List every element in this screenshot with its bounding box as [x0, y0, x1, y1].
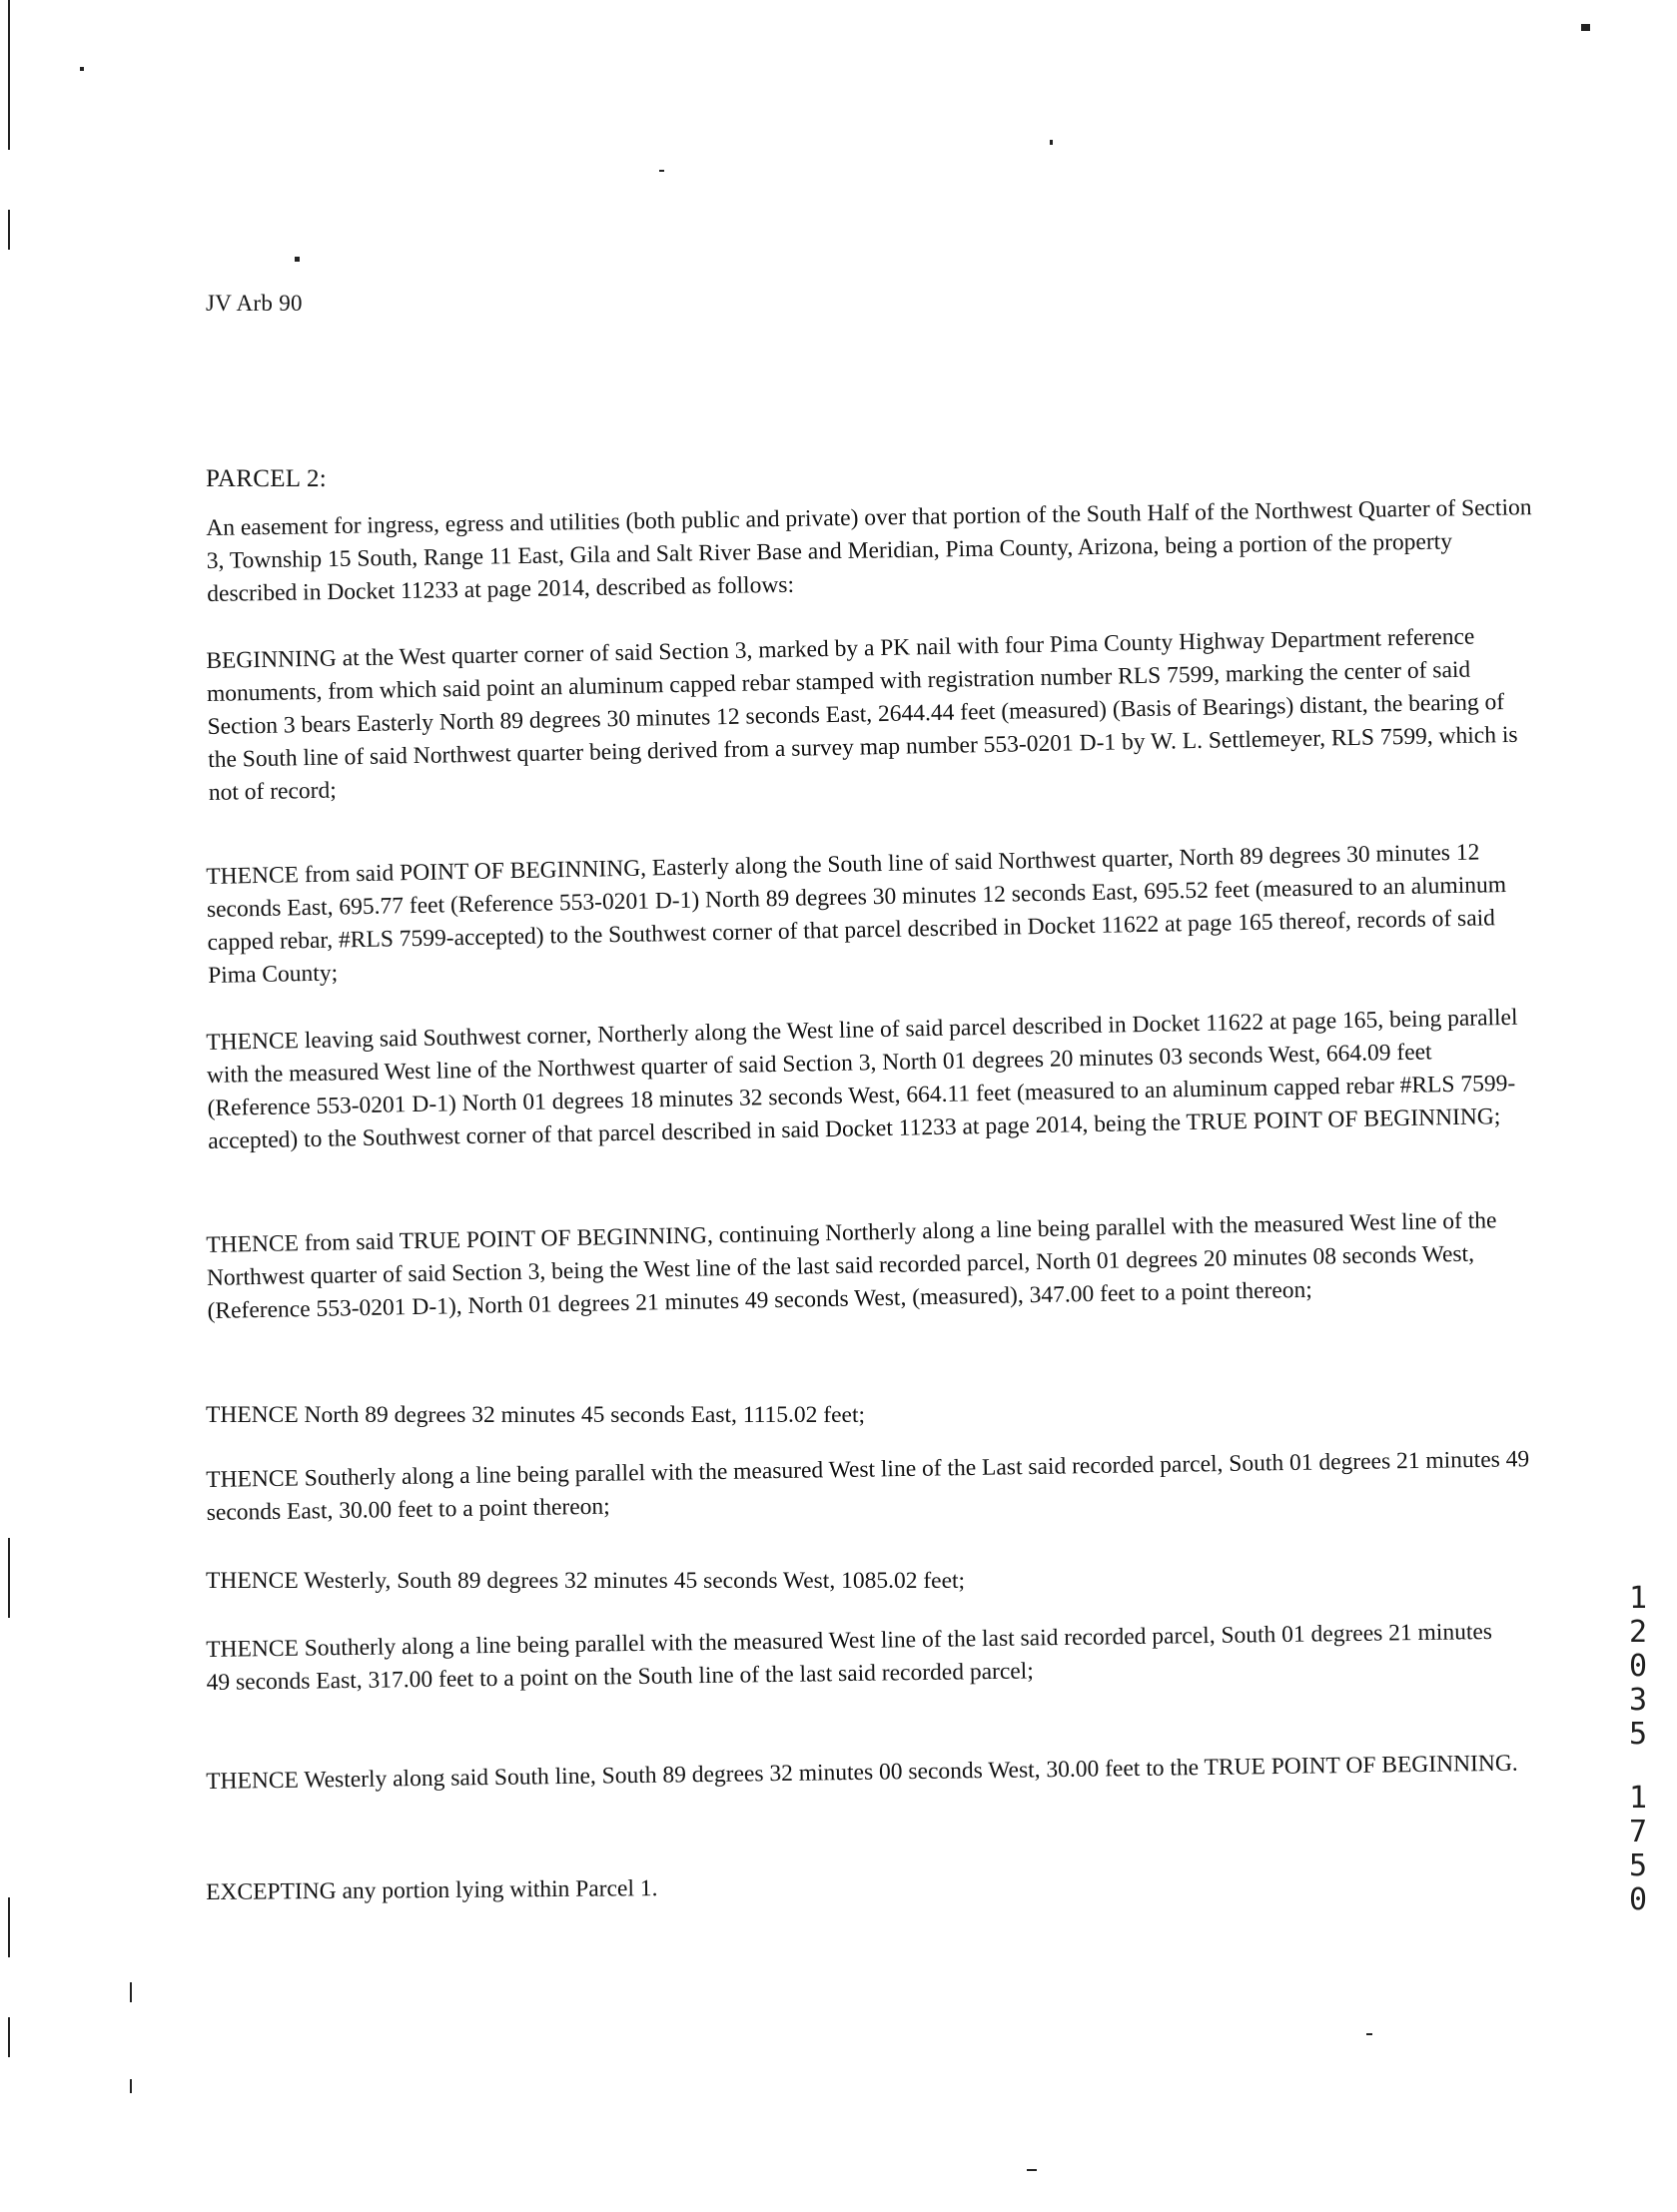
scan-speck: [295, 257, 300, 262]
recording-stamp-group-a: [1623, 1582, 1653, 1752]
paragraph-thence-westerly-1085: THENCE Westerly, South 89 degrees 32 minutes 45 seconds West, 1085.02 feet;: [206, 1568, 966, 1594]
paragraph-thence-easterly: THENCE from said POINT OF BEGINNING, Easterly along the South line of said Northwest quarter, North 89 degrees 30 minutes 12 seconds East, 695.77 feet (Reference 553-0201 D-1) North 89 degrees 30 minutes 12 seconds East, 695.52 feet (measured to an aluminum capped rebar, #RLS 7599-accepted) to the Southwest corner of that parcel described in Docket 11622 at page 165 thereof, records of said Pima County;: [206, 839, 1507, 989]
paragraph-thence-southerly-30: THENCE Southerly along a line being parallel with the measured West line of the Last said recorded parcel, South 01 degrees 21 minutes 49 seconds East, 30.00 feet to a point thereon;: [206, 1446, 1530, 1526]
stamp-digit: 1: [1628, 1581, 1648, 1616]
paragraph-beginning: BEGINNING at the West quarter corner of said Section 3, marked by a PK nail with four Pima County Highway Department reference monuments, from which said point an aluminum capped rebar stamped with registration number RLS 7599, marking the center of said Section 3 bears Easterly North 89 degrees 30 minutes 12 seconds East, 2644.44 feet (measured) (Basis of Bearings) distant, the bearing of the South line of said Northwest quarter being derived from a survey map number 553-0201 D-1 by W. L. Settlemeyer, RLS 7599, which is not of record;: [206, 623, 1518, 806]
scan-edge-mark: [8, 0, 10, 150]
stamp-digit: 1: [1628, 1781, 1648, 1816]
paragraph-thence-westerly-30: THENCE Westerly along said South line, South 89 degrees 32 minutes 00 seconds West, 30.00 feet to the TRUE POINT OF BEGINNING.: [206, 1750, 1518, 1795]
scan-speck: [1366, 2033, 1372, 2035]
document-id: JV Arb 90: [206, 291, 303, 316]
paragraph-thence-north-89: THENCE North 89 degrees 32 minutes 45 seconds East, 1115.02 feet;: [206, 1402, 866, 1428]
parcel-heading: PARCEL 2:: [206, 465, 328, 492]
stamp-digit: 0: [1628, 1882, 1648, 1917]
paragraph-thence-northerly: THENCE leaving said Southwest corner, Northerly along the West line of said parcel described in Docket 11622 at page 165, being parallel with the measured West line of the Northwest quarter of said Section 3, North 01 degrees 20 minutes 03 seconds West, 664.09 feet (Reference 553-0201 D-1) North 01 degrees 18 minutes 32 seconds West, 664.11 feet (measured to an aluminum capped rebar #RLS 7599-accepted) to the Southwest corner of that parcel described in said Docket 11233 at page 2014, being the TRUE POINT OF BEGINNING;: [206, 1004, 1518, 1154]
scan-edge-mark: [8, 210, 10, 250]
scan-edge-mark: [8, 1897, 10, 1957]
paragraph-easement: An easement for ingress, egress and utilities (both public and private) over that portion of the South Half of the Northwest Quarter of Section 3, Township 15 South, Range 11 East, Gila and Salt River Base and Meridian, Pima County, Arizona, being a portion of the property described in Docket 11233 at page 2014, described as follows:: [206, 494, 1532, 607]
scan-speck: [80, 67, 84, 71]
stamp-digit: 7: [1628, 1815, 1648, 1849]
scan-speck: [1050, 140, 1053, 145]
scan-edge-mark: [8, 1538, 10, 1618]
paragraph-thence-true-point: THENCE from said TRUE POINT OF BEGINNING, continuing Northerly along a line being parallel with the measured West line of the Northwest quarter of said Section 3, being the West line of the last said recorded parcel, North 01 degrees 20 minutes 08 seconds West, (Reference 553-0201 D-1), North 01 degrees 21 minutes 49 seconds West, (measured), 347.00 feet to a point thereon;: [206, 1207, 1497, 1324]
stamp-digit: 5: [1628, 1717, 1648, 1752]
stamp-digit: 3: [1628, 1683, 1648, 1718]
scan-speck: [1027, 2169, 1037, 2171]
paragraph-thence-southerly-317: THENCE Southerly along a line being parallel with the measured West line of the last said recorded parcel, South 01 degrees 21 minutes 49 seconds East, 317.00 feet to a point on the South line of the last said recorded parcel;: [206, 1619, 1493, 1696]
scan-speck: [130, 1982, 132, 2002]
stamp-digit: 2: [1628, 1615, 1648, 1650]
scan-speck: [659, 170, 664, 172]
paragraph-excepting: EXCEPTING any portion lying within Parcel 1.: [206, 1875, 658, 1905]
recording-stamp-group-b: [1623, 1782, 1653, 1917]
scan-speck: [130, 2079, 132, 2093]
stamp-digit: 5: [1628, 1848, 1648, 1883]
scan-edge-mark: [8, 2017, 10, 2057]
stamp-digit: 0: [1628, 1649, 1648, 1684]
scan-speck: [1581, 24, 1590, 31]
